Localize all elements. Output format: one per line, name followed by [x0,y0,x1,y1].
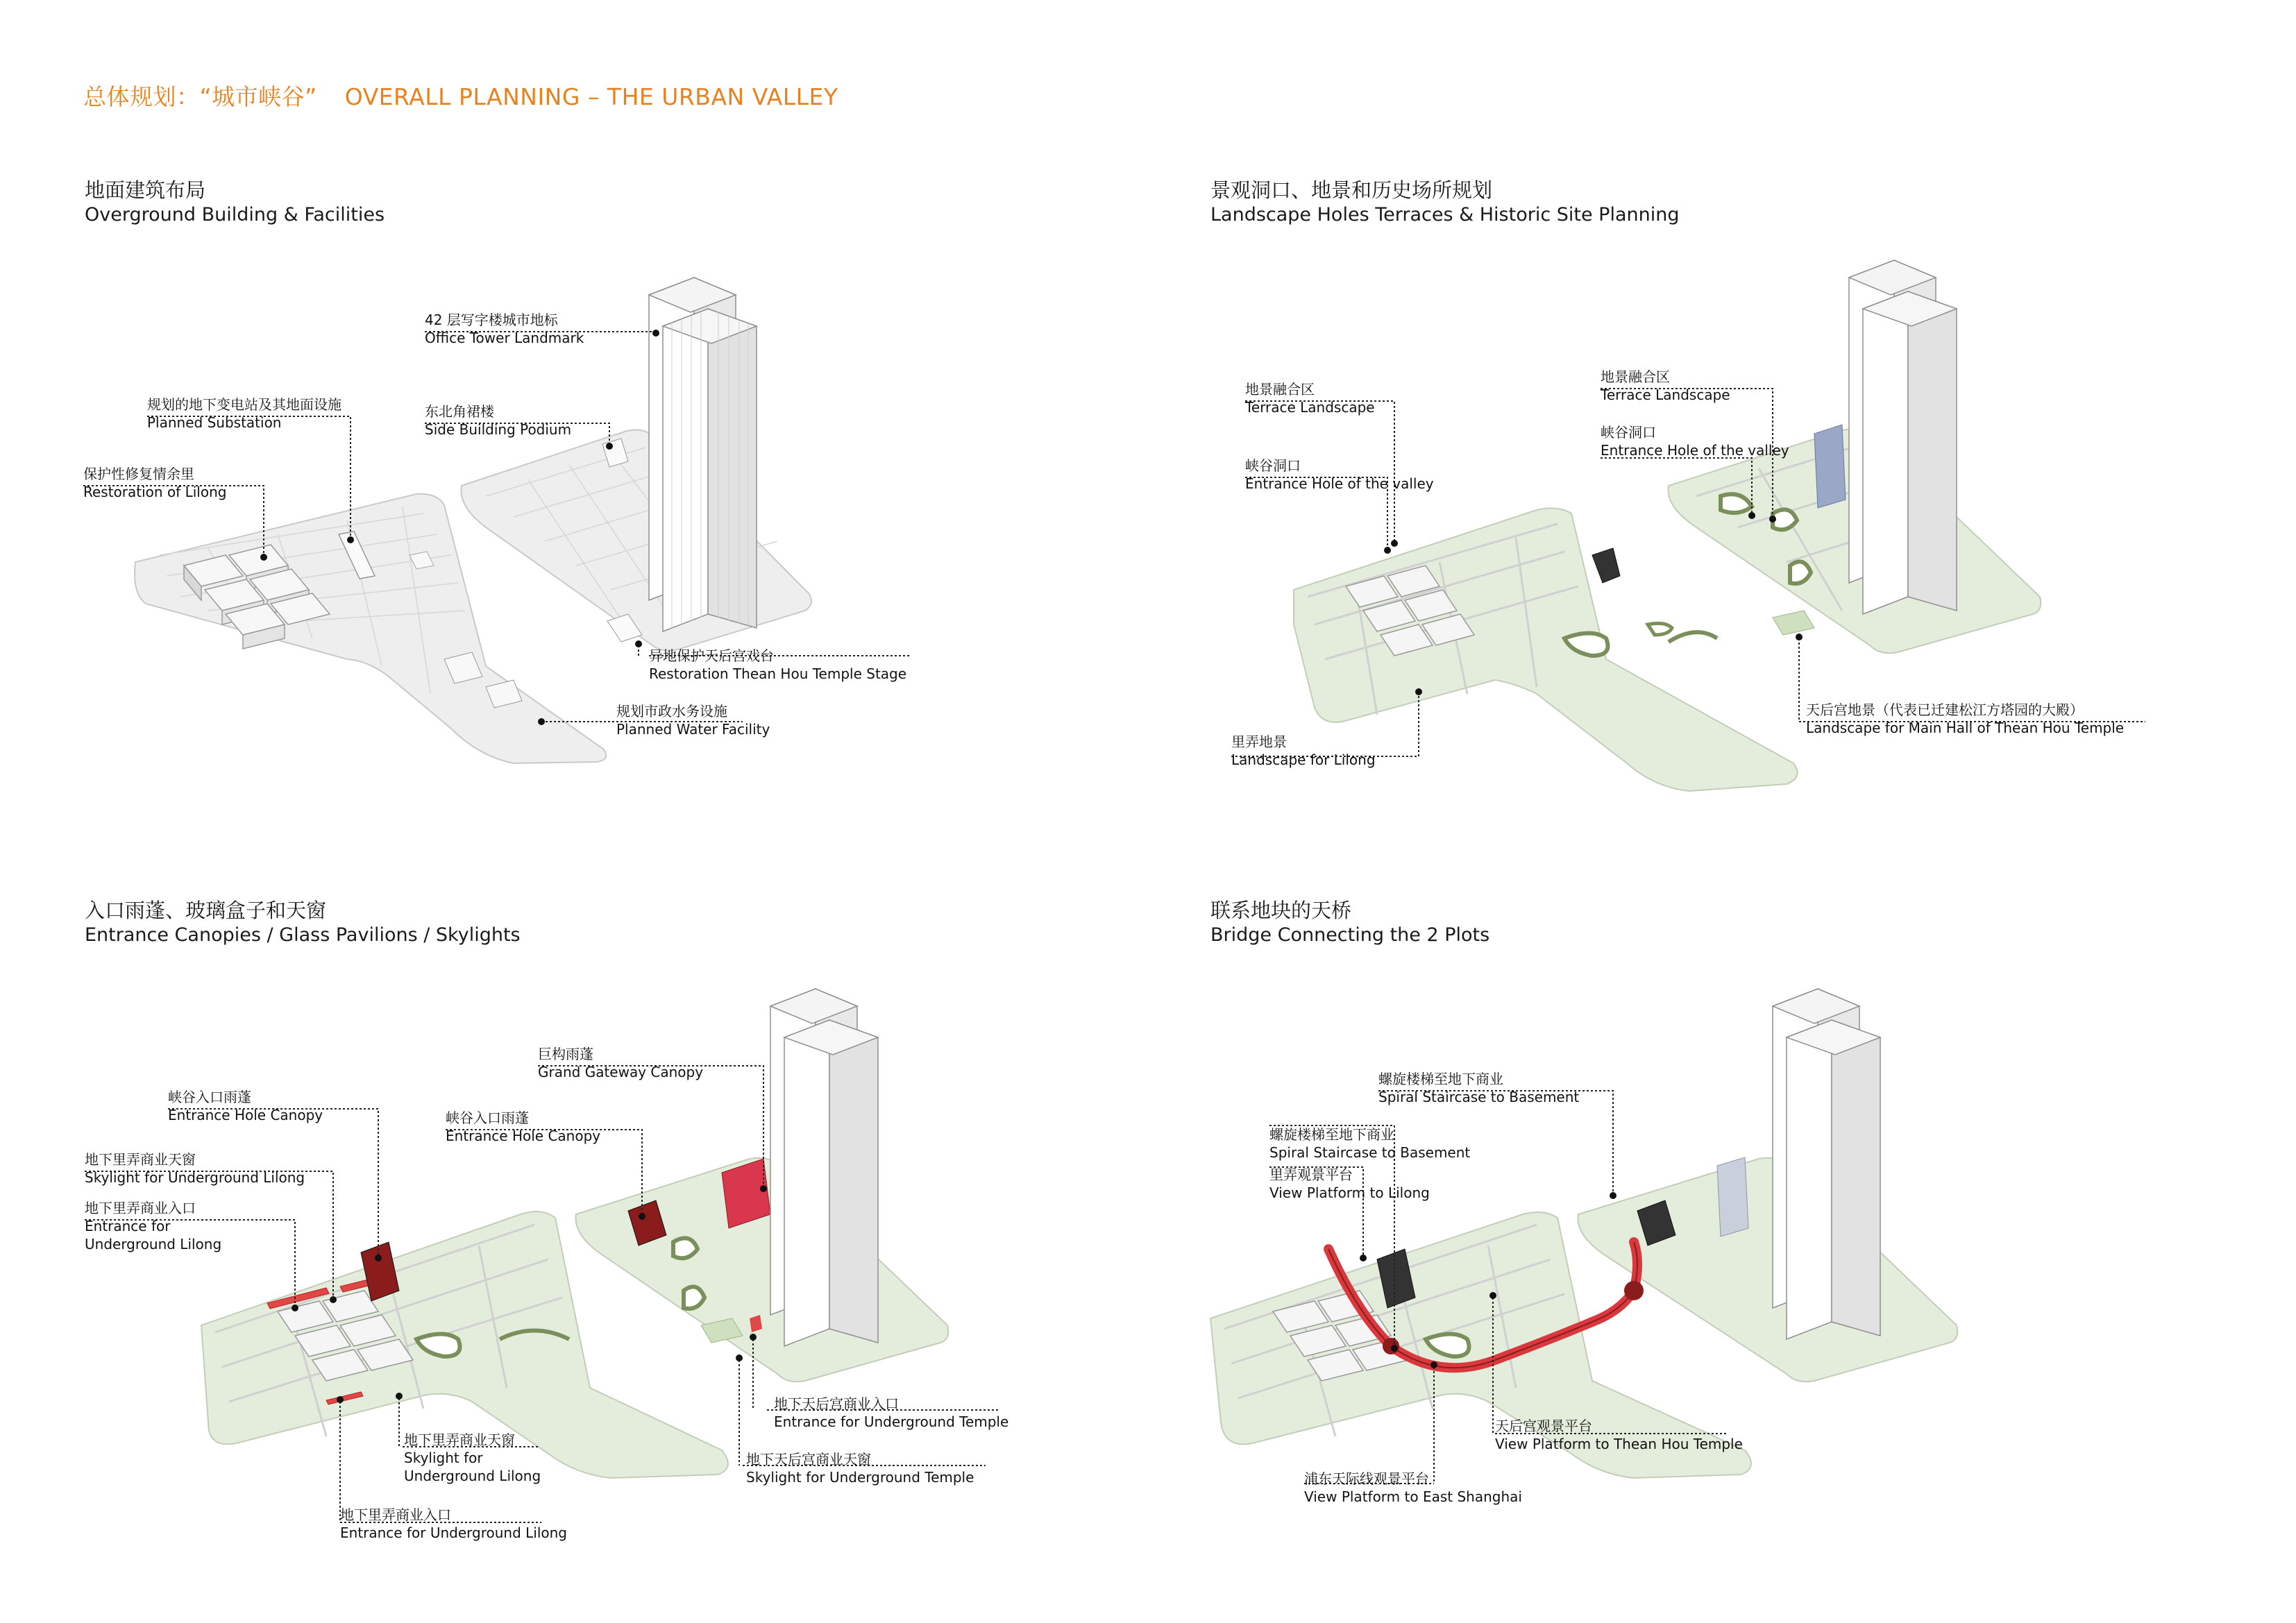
label-entrance-canopy-left [168,1088,323,1124]
label-zh: 保护性修复情余里 [83,466,194,482]
label-temple-stage [649,647,906,683]
label-en: Office Tower Landmark [425,330,584,346]
entrance-hole-right-b [684,1286,704,1309]
label-zh: 规划的地下变电站及其地面设施 [147,396,341,413]
label-skylight-lilong-2 [404,1431,541,1485]
label-office-tower [425,311,584,347]
valley-opening-small [1648,623,1672,635]
panel-title-en: Entrance Canopies / Glass Pavilions / Skylights [85,924,521,946]
label-en: Terrace Landscape [1601,386,1730,403]
label-en: Landscape for Lilong [1231,751,1376,768]
label-en: Entrance Hole Canopy [446,1128,601,1144]
label-skylight-lilong [85,1150,305,1187]
glass-building [1814,425,1846,508]
label-zh: 异地保护天后宫戏台 [649,647,774,664]
entrance-hole-right-c [1790,561,1811,584]
office-tower [770,989,878,1346]
office-tower [649,278,757,631]
label-temple-main-hall [1806,701,2124,737]
label-zh: 地下里弄商业天窗 [85,1151,196,1168]
label-zh: 地下天后宫商业入口 [774,1395,899,1412]
valley-opening-curve [1669,632,1717,642]
panel-title-zh: 入口雨蓬、玻璃盒子和天窗 [85,899,327,922]
label-substation [147,396,341,432]
spiral-staircase-right [1624,1281,1644,1300]
label-en: Entrance Hole Canopy [168,1107,323,1123]
label-view-platform-temple [1495,1417,1743,1453]
label-entrance-temple [774,1395,1008,1431]
label-zh: 地下里弄商业天窗 [404,1431,515,1448]
entrance-hole-right-a [673,1238,698,1258]
label-entrance-hole-right [1601,423,1789,459]
label-en: Spiral Staircase to Basement [1378,1089,1580,1105]
glass-building [1717,1157,1748,1237]
label-en: Side Building Podium [425,421,572,438]
label-spiral-staircase-right [1378,1070,1579,1106]
label-spiral-staircase-left [1269,1125,1470,1162]
label-en: Skylight for Underground Temple [746,1469,974,1486]
label-side-podium [425,402,571,439]
label-zh: 东北角裙楼 [425,403,494,420]
panel-canopies-skylights [0,812,1148,1623]
label-en: Entrance for Underground Temple [774,1413,1009,1430]
label-en: Planned Substation [147,414,282,431]
label-zh: 天后宫地景（代表已迁建松江方塔园的大殿） [1806,702,2084,718]
label-en: Entrance Hole of the valley [1601,442,1789,459]
panel-title-zh: 地面建筑布局 [85,178,206,202]
panel-bridge [1148,812,2296,1623]
panel-landscape-holes [1148,0,2296,812]
label-lilong [83,465,226,501]
entrance-hole-right-b [1773,509,1797,529]
panel-overground-buildings [0,0,1148,812]
label-skylight-temple [746,1450,974,1486]
page-title-zh: 总体规划：“城市峡谷” [83,83,317,110]
label-en: Landscape for Main Hall of Thean Hou Temple [1806,720,2125,736]
label-zh: 里弄地景 [1231,733,1287,750]
label-zh: 地下里弄商业入口 [340,1506,451,1523]
entrance-hole-left [1592,548,1620,583]
label-en: Entrance for Underground Lilong [340,1524,567,1541]
label-entrance-canopy-right [446,1109,600,1145]
right-plot [461,430,811,651]
label-terrace-left [1245,380,1375,416]
label-entrance-lilong-2 [340,1506,567,1542]
label-entrance-hole-left [1245,457,1434,493]
label-entrance-lilong [85,1199,221,1253]
label-en: Skylight for [404,1450,483,1466]
label-zh: 峡谷洞口 [1601,424,1656,441]
label-en: Underground Lilong [404,1468,541,1484]
label-zh: 峡谷入口雨蓬 [168,1089,251,1105]
label-en: Entrance for [85,1218,171,1234]
label-en: Entrance Hole of the valley [1245,475,1434,492]
label-en: Underground Lilong [85,1236,222,1252]
office-tower [1773,989,1880,1339]
label-en: Spiral Staircase to Basement [1269,1144,1471,1161]
label-terrace-right [1601,368,1730,404]
label-zh: 天后宫观景平台 [1495,1418,1592,1434]
office-tower [1849,260,1957,614]
label-zh: 螺旋楼梯至地下商业 [1269,1126,1394,1143]
label-en: Restoration Thean Hou Temple Stage [649,665,907,682]
label-en: Terrace Landscape [1245,399,1375,416]
label-en: View Platform to East Shanghai [1304,1488,1522,1505]
label-zh: 42 层写字楼城市地标 [425,312,558,328]
label-zh: 规划市政水务设施 [616,703,727,720]
label-grand-canopy [538,1045,703,1081]
page-title-en: OVERALL PLANNING – THE URBAN VALLEY [344,83,838,110]
panel-title-en: Bridge Connecting the 2 Plots [1210,924,1490,946]
panel-title-zh: 景观洞口、地景和历史场所规划 [1210,178,1493,202]
label-zh: 浦东天际线观景平台 [1304,1470,1429,1487]
panel-title-en: Landscape Holes Terraces & Historic Site Planning [1210,204,1680,226]
temple-landscape-square [1773,611,1814,635]
label-en: View Platform to Thean Hou Temple [1495,1436,1743,1452]
label-en: Grand Gateway Canopy [538,1064,704,1080]
label-landscape-lilong [1231,733,1376,769]
label-water-facility [616,702,770,738]
label-en: Planned Water Facility [616,721,770,738]
label-zh: 巨构雨蓬 [538,1046,593,1062]
label-en: Skylight for Underground Lilong [85,1169,305,1186]
label-view-platform-lilong [1269,1166,1430,1202]
label-zh: 地下里弄商业入口 [85,1200,196,1216]
label-zh: 螺旋楼梯至地下商业 [1378,1071,1503,1087]
panel-title-zh: 联系地块的天桥 [1210,899,1352,922]
label-en: Restoration of Lilong [83,484,227,500]
label-en: View Platform to Lilong [1269,1184,1430,1201]
label-zh: 地景融合区 [1245,381,1315,398]
panel-title-en: Overground Building & Facilities [85,204,385,226]
label-zh: 峡谷洞口 [1245,457,1301,474]
label-zh: 地景融合区 [1601,368,1670,385]
label-zh: 地下天后宫商业天窗 [746,1451,871,1468]
label-view-platform-east-shanghai [1304,1470,1522,1506]
label-zh: 里弄观景平台 [1269,1166,1353,1183]
label-zh: 峡谷入口雨蓬 [446,1110,529,1126]
